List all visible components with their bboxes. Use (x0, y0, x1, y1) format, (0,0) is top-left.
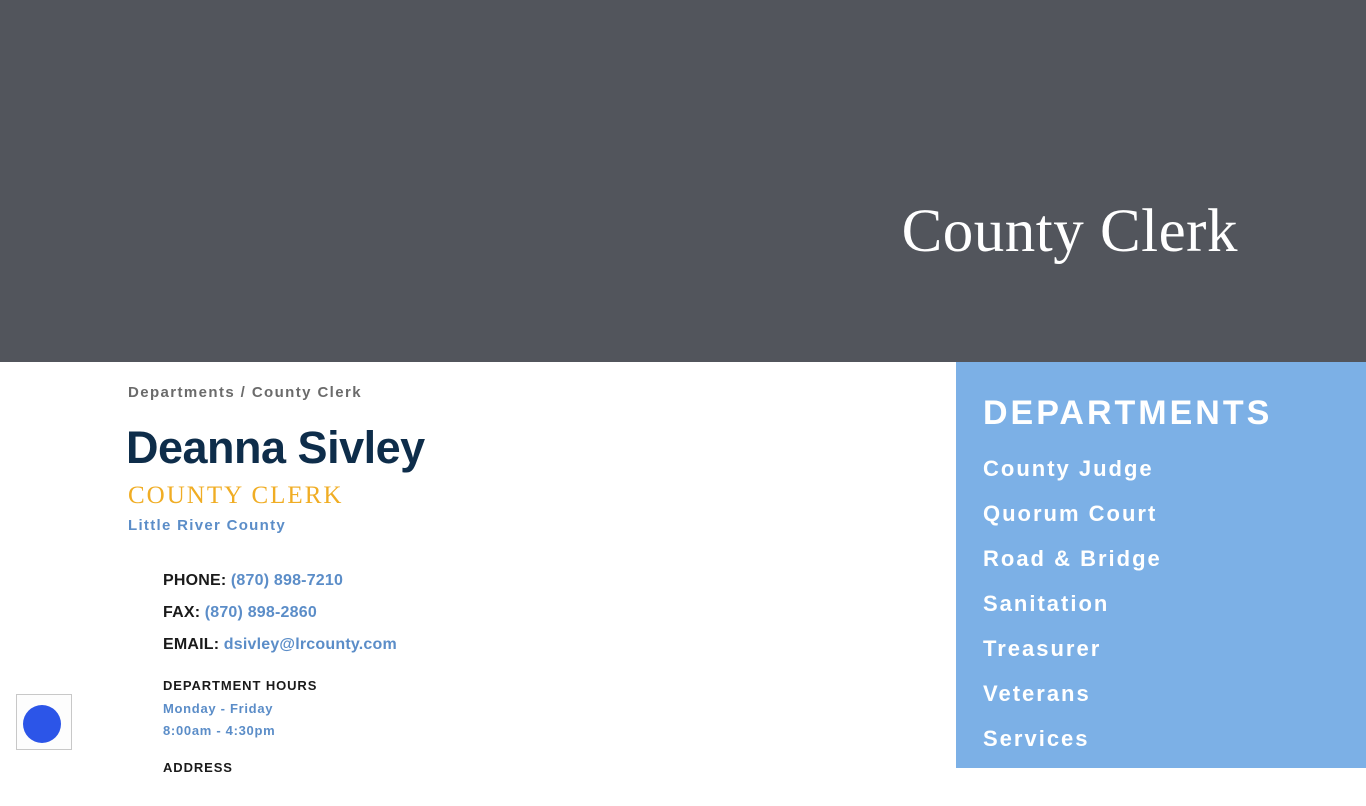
fax-value[interactable]: (870) 898-2860 (204, 604, 317, 621)
contact-row (163, 629, 763, 661)
hero-banner (0, 0, 1366, 362)
sidebar-item-services[interactable]: Services (983, 726, 1090, 751)
departments-sidebar (956, 362, 1366, 796)
main-content (0, 362, 956, 775)
person-role: COUNTY CLERK (128, 482, 344, 509)
breadcrumb-parent-link[interactable]: Departments (128, 384, 236, 401)
sidebar-item-quorum-court[interactable]: Quorum Court (983, 501, 1158, 526)
page-title: County Clerk (901, 198, 1238, 265)
breadcrumb (128, 384, 362, 401)
breadcrumb-current: County Clerk (251, 384, 362, 401)
department-hours-title: DEPARTMENT HOURS (163, 678, 318, 693)
fax-label: FAX: (163, 604, 201, 621)
sidebar-item-sanitation[interactable]: Sanitation (983, 591, 1110, 616)
email-label: EMAIL: (163, 636, 220, 653)
sidebar-list (983, 446, 1363, 806)
address-title: ADDRESS (163, 760, 233, 775)
blue-circle-icon (23, 705, 61, 743)
department-hours-time: 8:00am - 4:30pm (163, 723, 276, 738)
person-county: Little River County (128, 517, 287, 534)
sidebar-title: DEPARTMENTS (983, 394, 1273, 432)
contact-row (163, 597, 763, 629)
sidebar-item-county-judge[interactable]: County Judge (983, 456, 1154, 481)
department-hours (163, 678, 317, 742)
sidebar-item-treasurer[interactable]: Treasurer (983, 636, 1102, 661)
contact-row (163, 565, 763, 597)
sidebar-item-coroner[interactable]: Coroner (983, 771, 1083, 796)
phone-label: PHONE: (163, 572, 227, 589)
breadcrumb-separator: / (240, 384, 247, 401)
email-value[interactable]: dsivley@lrcounty.com (223, 636, 397, 653)
person-name: Deanna Sivley (126, 422, 425, 473)
sidebar-item-veterans[interactable]: Veterans (983, 681, 1091, 706)
contact-block (163, 565, 763, 661)
phone-value[interactable]: (870) 898-7210 (230, 572, 344, 589)
broken-image-icon (16, 694, 72, 750)
department-hours-days: Monday - Friday (163, 701, 274, 716)
sidebar-item-road-and-bridge[interactable]: Road & Bridge (983, 546, 1162, 571)
